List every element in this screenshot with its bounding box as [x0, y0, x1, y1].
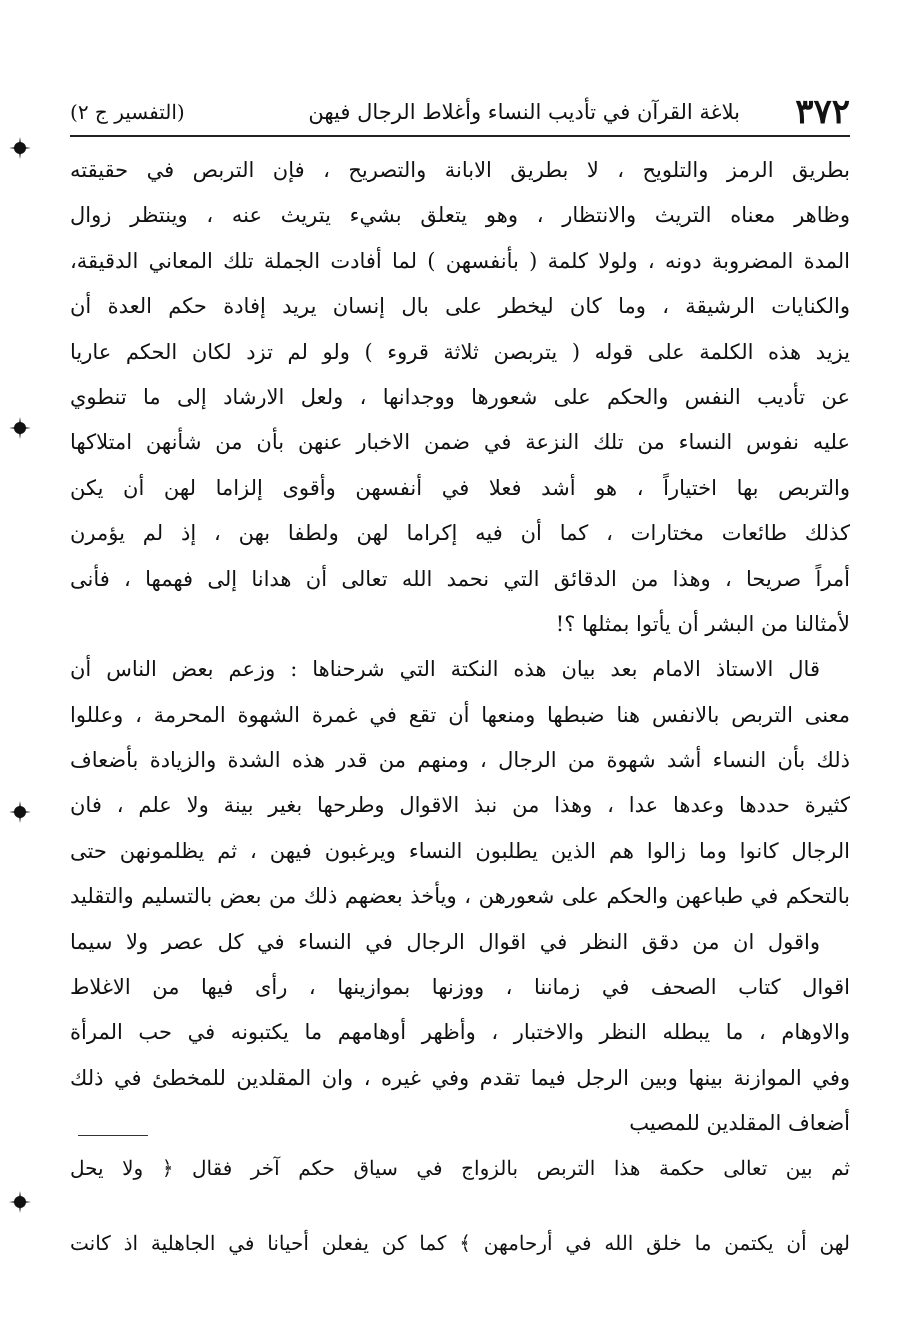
text-line: والاوهام ، ما يبطله النظر والاختبار ، وأظهر أوهامهم ما يكتبونه في حب المرأة [70, 1020, 850, 1045]
footnote-line: ثم بين تعالى حكمة هذا التربص بالزواج في سياق حكم آخر فقال ﴿ ولا يحل [70, 1156, 850, 1180]
body-text [70, 148, 850, 1147]
text-line: لأمثالنا من البشر أن يأتوا بمثلها ؟! [555, 611, 850, 636]
text-line: ذلك بأن النساء أشد شهوة من الرجال ، ومنهم من قدر هذه الشدة والزيادة بأضعاف [70, 748, 850, 773]
text-line: بطريق الرمز والتلويح ، لا بطريق الابانة والتصريح ، فإن التربص في حقيقته [70, 158, 850, 182]
volume-label: (التفسير ج ٢) [70, 100, 185, 124]
text-line: الرجال كانوا وما زالوا هم الذين يطلبون النساء ويرغبون فيهن ، ثم يظلمونهن حتى [70, 838, 850, 863]
text-line: عليه نفوس النساء من تلك النزعة في ضمن الاخبار عنهن بأن من شأنهن امتلاكها [70, 430, 850, 455]
text-line: وفي الموازنة بينها وبين الرجل فيما تقدم وفي غيره ، وان المقلدين للمخطئ في ذلك [70, 1065, 850, 1090]
ornament-mark-icon [8, 416, 32, 440]
footnote-line: لهن أن يكتمن ما خلق الله في أرحامهن ﴾ كما كن يفعلن أحيانا في الجاهلية اذ كانت [70, 1231, 850, 1255]
footnotes [70, 1148, 850, 1263]
text-line: عن تأديب النفس والحكم على شعورها ووجدانها ، ولعل الارشاد إلى ما تنطوي [70, 384, 850, 409]
header-rule [70, 135, 850, 137]
text-line: يزيد هذه الكلمة على قوله ( يتربصن ثلاثة قروء ) ولو لم تزد لكان الحكم عاريا [70, 339, 850, 364]
text-line: اقوال كتاب الصحف في زماننا ، ووزنها بموازينها ، رأى فيها من الاغلاط [70, 975, 850, 1000]
page-header [70, 92, 850, 132]
text-line: معنى التربص بالانفس هنا ضبطها ومنعها أن تقع في غمرة الشهوة المحرمة ، وعللوا [70, 702, 850, 727]
ornament-mark-icon [8, 1190, 32, 1214]
running-title: بلاغة القرآن في تأديب النساء وأغلاط الرجال فيهن [308, 100, 740, 124]
text-line: أضعاف المقلدين للمصيب [629, 1111, 850, 1136]
text-line: وظاهر معناه التريث والانتظار ، وهو يتعلق بشيء يتريث عنه ، وينتظر زوال [70, 203, 850, 228]
text-line: أمراً صريحا ، وهذا من الدقائق التي نحمد الله تعالى أن هدانا إلى فهمها ، فأنى [70, 566, 850, 591]
ornament-mark-icon [8, 800, 32, 824]
footnote-rule [78, 1135, 148, 1136]
text-line: قال الاستاذ الامام بعد بيان هذه النكتة التي شرحناها : وزعم بعض الناس أن [70, 657, 820, 682]
page-number: ٣٧٢ [795, 92, 850, 132]
text-line: كذلك طائعات مختارات ، كما أن فيه إكراما لهن ولطفا بهن ، إذ لم يؤمرن [70, 521, 850, 546]
text-line: والكنايات الرشيقة ، وما كان ليخطر على بال إنسان يريد إفادة حكم العدة أن [70, 294, 850, 319]
text-line: كثيرة حددها وعدها عدا ، وهذا من نبذ الاقوال وطرحها بغير بينة ولا علم ، فان [70, 793, 850, 818]
ornament-mark-icon [8, 136, 32, 160]
text-line: والتربص بها اختياراً ، هو أشد فعلا في أنفسهن وأقوى إلزاما لهن أن يكن [70, 475, 850, 500]
text-line: المدة المضروبة دونه ، ولولا كلمة ( بأنفسهن ) لما أفادت الجملة تلك المعاني الدقيقة، [70, 248, 850, 273]
text-line: بالتحكم في طباعهن والحكم على شعورهن ، ويأخذ بعضهم ذلك من بعض بالتسليم والتقليد [70, 884, 850, 909]
text-line: واقول ان من دقق النظر في اقوال الرجال في النساء في كل عصر ولا سيما [70, 929, 820, 954]
